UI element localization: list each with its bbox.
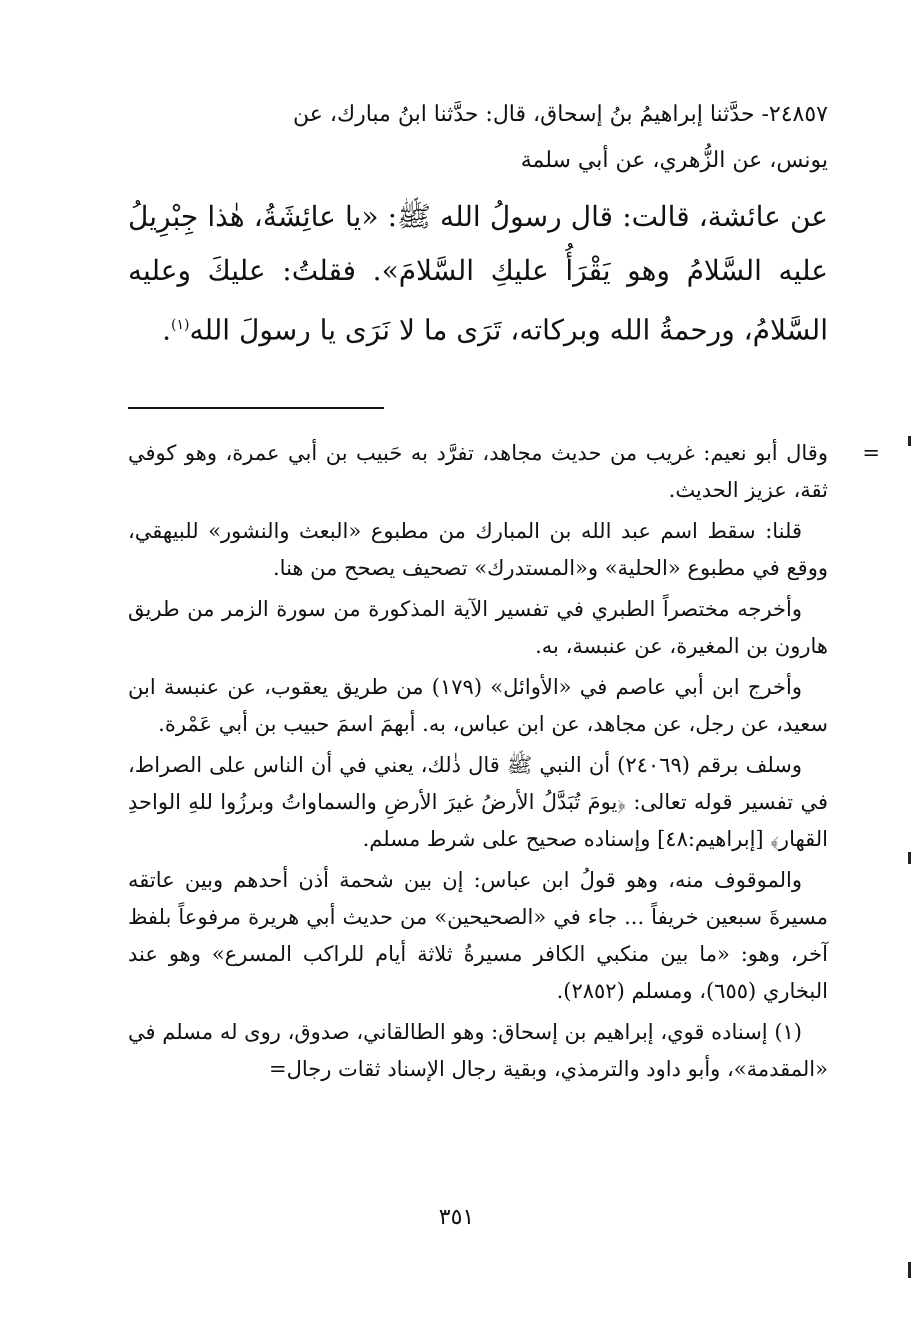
footnote-separator (128, 407, 384, 409)
matn-text: عن عائشة، قالت: قال رسولُ الله ﷺ: «يا عائِشَةُ، هٰذا جِبْرِيلُ عليه السَّلامُ وهو يَقْرَأُ عليكِ السَّلامَ». فقلتُ: عليكَ وعليه السَّلامُ، ورحمةُ الله وبركاته، تَرَى ما لا نَرَى يا رسولَ الله (128, 200, 828, 347)
hadith-matn (128, 190, 828, 357)
page-body (128, 92, 880, 1092)
scan-edge-mark (908, 1262, 911, 1278)
footnote-paragraph (128, 513, 828, 587)
footnote-paragraph (128, 435, 880, 509)
isnad-line-2: يونس، عن الزُّهري، عن أبي سلمة (520, 148, 828, 173)
scan-edge-mark (908, 436, 911, 446)
footnote-text-3: وأخرج ابن أبي عاصم في «الأوائل» (١٧٩) من طريق يعقوب، عن عنبسة ابن سعيد، عن رجل، عن مجاهد، عن ابن عباس، به. أبهمَ اسمَ حبيب بن أبي عَمْرة. (128, 675, 828, 737)
footnote-paragraph (128, 862, 828, 1010)
footnote-text-4: وسلف برقم (٢٤٠٦٩) أن النبي ﷺ قال ذٰلك، يعني في أن الناس على الصراط، في تفسير قوله تعالى: ﴿يومَ تُبَدَّلُ الأرضُ غيرَ الأرضِ والسماواتُ وبرزُوا للهِ الواحدِ القهار﴾ [إبراهيم:٤٨] وإسناده صحيح على شرط مسلم. (128, 753, 828, 852)
matn-end: . (162, 313, 172, 347)
footnote-paragraph (128, 747, 828, 858)
isnad-line-1: ٢٤٨٥٧- حدَّثنا إبراهيمُ بنُ إسحاق، قال: حدَّثنا ابنُ مبارك، عن (292, 102, 828, 127)
footnote-text-1: قلنا: سقط اسم عبد الله بن المبارك من مطبوع «البعث والنشور» للبيهقي، ووقع في مطبوع «الحلية» و«المستدرك» تصحيف يصحح من هنا. (128, 519, 828, 581)
footnote-paragraph (128, 1014, 828, 1088)
continuation-mark: = (862, 441, 880, 466)
footnote-text-5: والموقوف منه، وهو قولُ ابن عباس: إن بين شحمة أذن أحدهم وبين عاتقه مسيرةَ سبعين خريفاً ... جاء في «الصحيحين» من حديث أبي هريرة مرفوعاً بلفظ آخر، وهو: «ما بين منكبي الكافر مسيرةُ ثلاثة أيام للراكب المسرع» وهو عند البخاري (٦٥٥)، ومسلم (٢٨٥٢). (128, 868, 828, 1004)
footnote-text-6: (١) إسناده قوي، إبراهيم بن إسحاق: وهو الطالقاني، صدوق، روى له مسلم في «المقدمة»، وأبو داود والترمذي، وبقية رجال الإسناد ثقات رجال= (128, 1020, 828, 1082)
footnote-text-2: وأخرجه مختصراً الطبري في تفسير الآية المذكورة من سورة الزمر من طريق هارون بن المغيرة، عن عنبسة، به. (128, 597, 828, 659)
hadith-isnad (128, 92, 828, 184)
page-number: ٣٥١ (438, 1205, 475, 1230)
footnote-paragraph (128, 591, 828, 665)
footnote-ref: (١) (171, 317, 190, 333)
footnote-paragraph (128, 669, 828, 743)
scan-edge-mark (908, 852, 911, 864)
footnote-text-0: وقال أبو نعيم: غريب من حديث مجاهد، تفرَّد به حَبيب بن أبي عمرة، وهو كوفي ثقة، عزيز الحديث. (128, 441, 828, 503)
